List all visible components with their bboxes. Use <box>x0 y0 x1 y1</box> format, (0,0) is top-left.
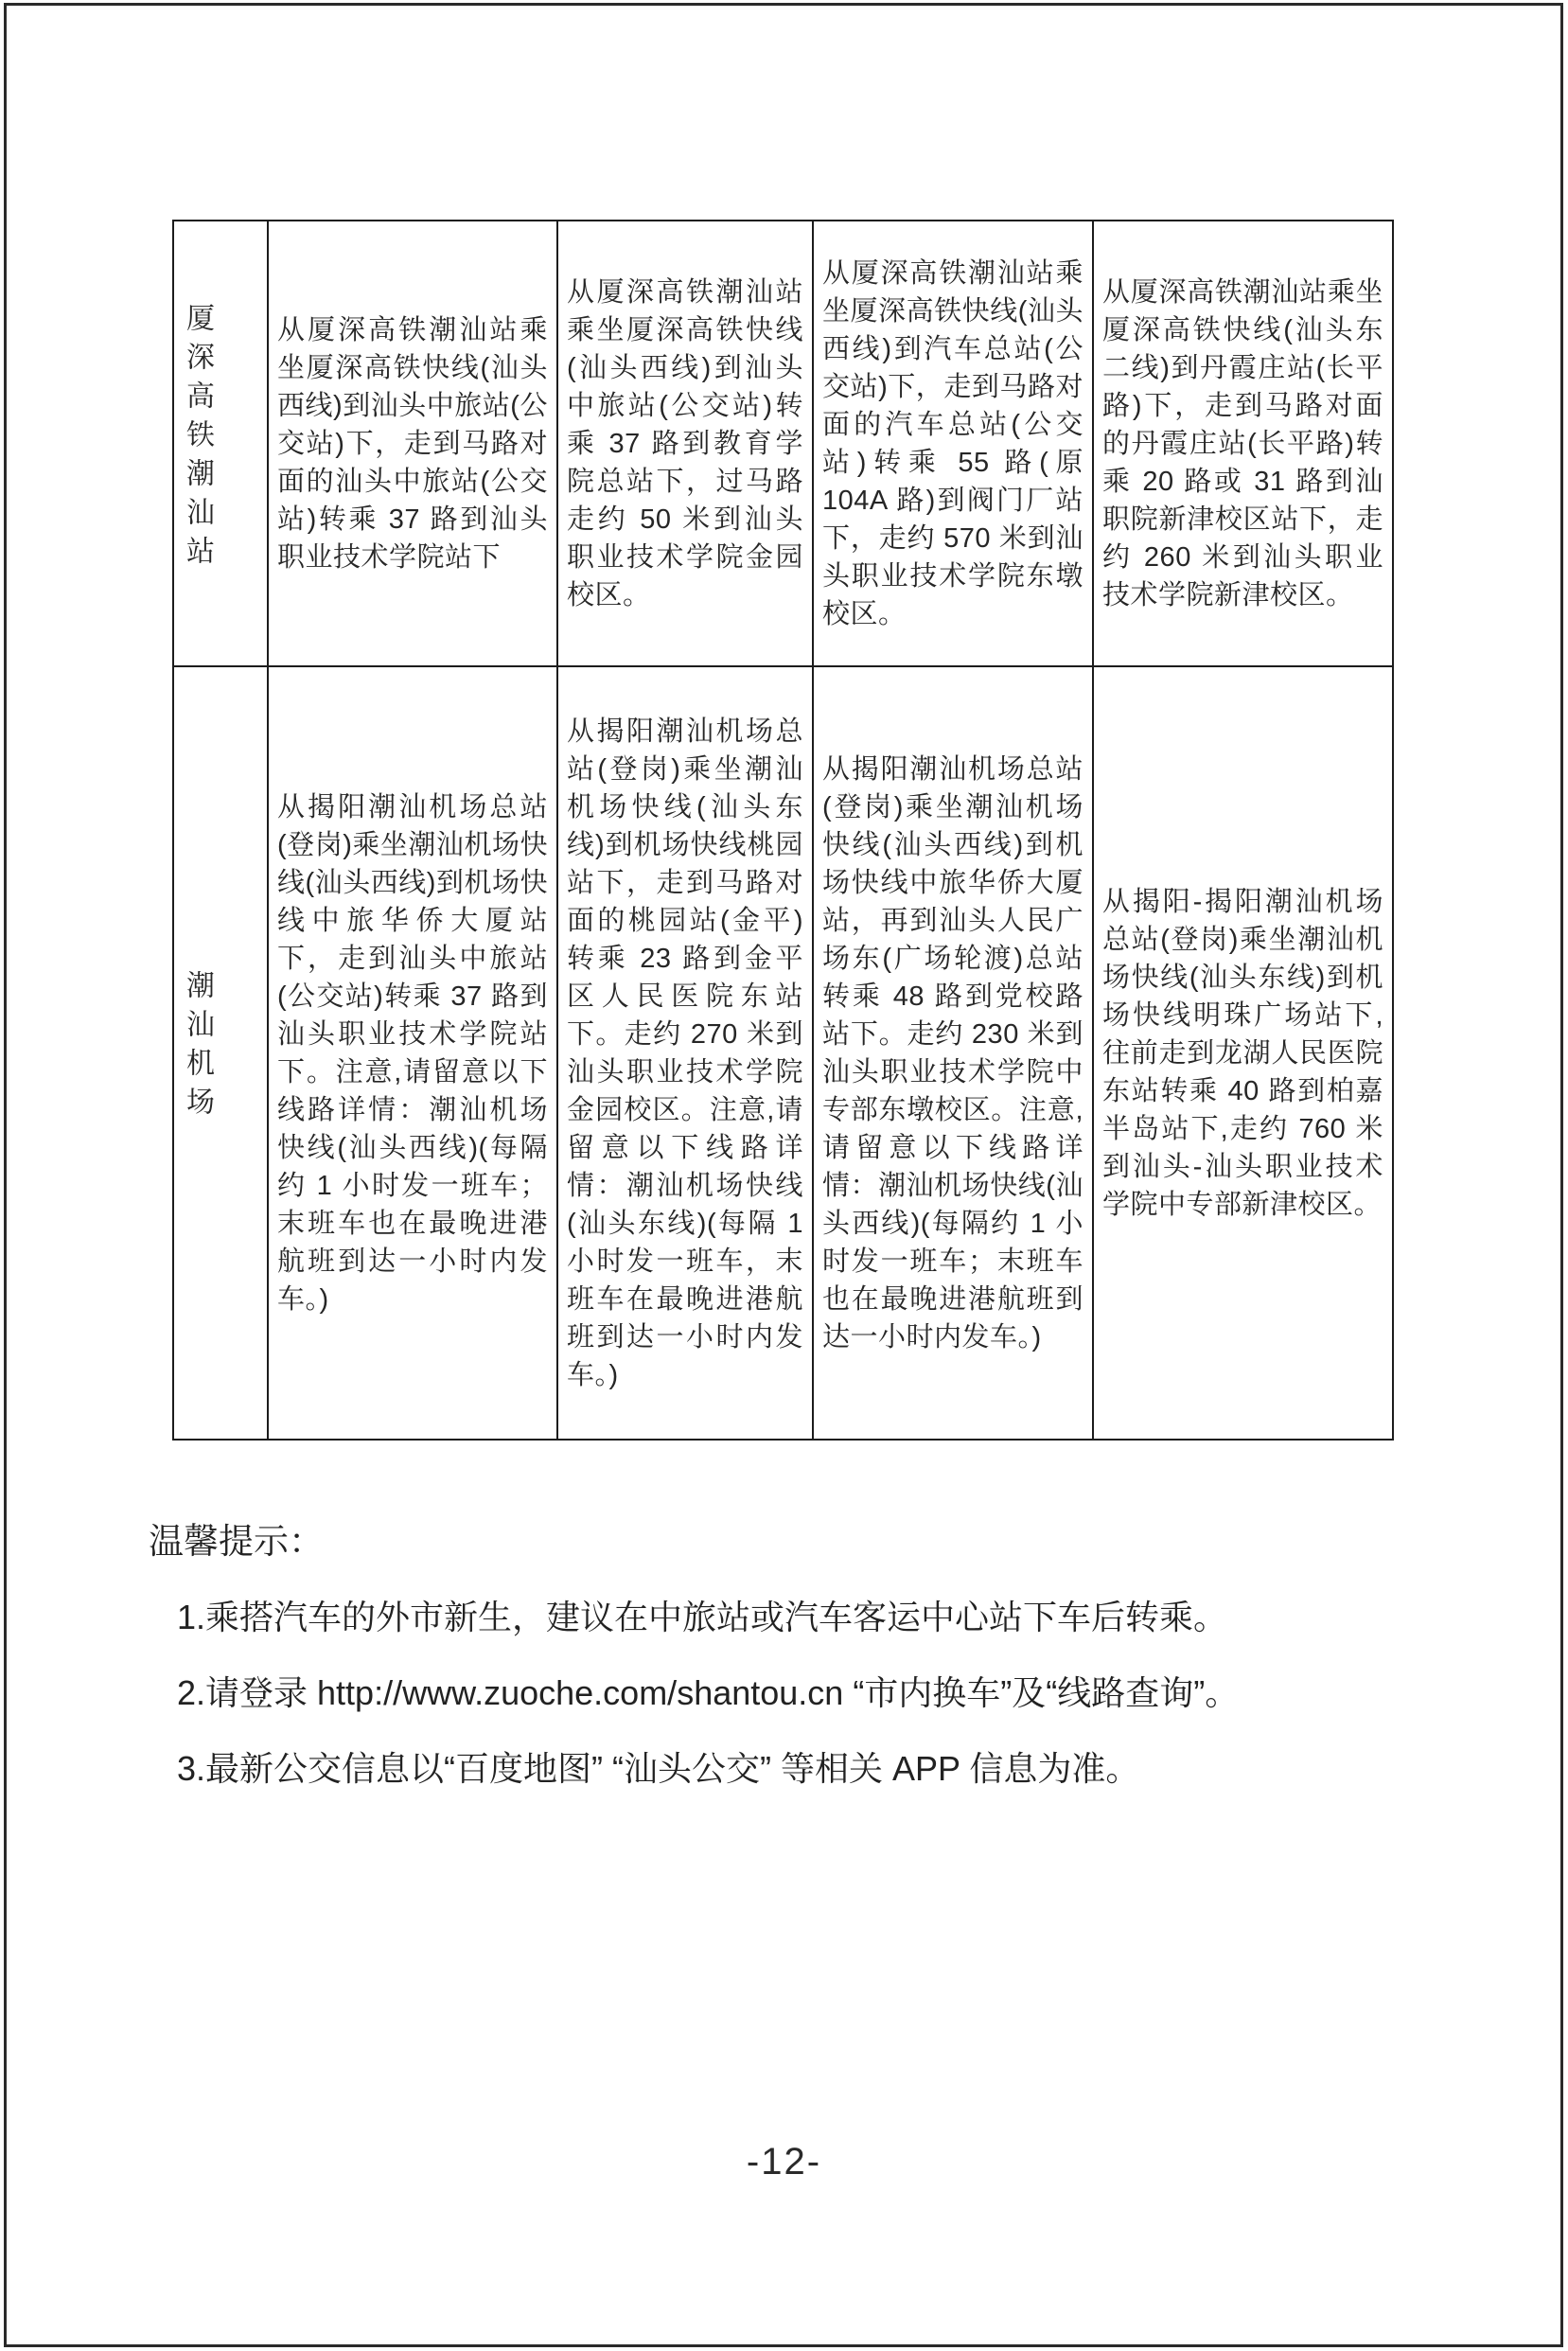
route-cell: 从揭阳-揭阳潮汕机场总站(登岗)乘坐潮汕机场快线(汕头东线)到机场快线明珠广场站下,往前走到龙湖人民医院东站转乘 40 路到柏嘉半岛站下,走约 760 米到汕头-汕头职业技术学院中专部新津校区。 <box>1093 666 1393 1440</box>
tip-item: 1.乘搭汽车的外市新生，建议在中旅站或汽车客运中心站下车后转乘。 <box>177 1598 1228 1636</box>
route-cell: 从厦深高铁潮汕站乘坐厦深高铁快线(汕头西线)到汕头中旅站(公交站)转乘 37 路到教育学院总站下，过马路走约 50 米到汕头职业技术学院金园校区。 <box>557 221 813 666</box>
row-header-label: 厦深高铁潮汕站 <box>182 302 213 574</box>
route-cell: 从厦深高铁潮汕站乘坐厦深高铁快线(汕头西线)到汽车总站(公交站)下，走到马路对面的汽车总站(公交站)转乘 55 路(原 104A 路)到阀门厂站下，走约 570 米到汕头职业技术学院东墩校区。 <box>813 221 1093 666</box>
row-header-label: 潮汕机场 <box>182 970 213 1125</box>
tip-item: 2.请登录 http://www.zuoche.com/shantou.cn “市内换车”及“线路查询”。 <box>177 1673 1240 1712</box>
route-cell: 从厦深高铁潮汕站乘坐厦深高铁快线(汕头西线)到汕头中旅站(公交站)下，走到马路对面的汕头中旅站(公交站)转乘 37 路到汕头职业技术学院站下 <box>268 221 557 666</box>
tip-item: 3.最新公交信息以“百度地图” “汕头公交” 等相关 APP 信息为准。 <box>177 1749 1140 1788</box>
row-header-chaoshan-airport <box>173 666 268 1440</box>
table-row-highspeed-rail <box>173 221 1393 666</box>
route-cell: 从揭阳潮汕机场总站(登岗)乘坐潮汕机场快线(汕头西线)到机场快线中旅华侨大厦站下，走到汕头中旅站(公交站)转乘 37 路到汕头职业技术学院站下。注意,请留意以下线路详情：潮汕机场快线(汕头西线)(每隔约 1 小时发一班车；末班车也在最晚进港航班到达一小时内发车。) <box>268 666 557 1440</box>
tips-section <box>149 1520 1511 1791</box>
route-cell: 从厦深高铁潮汕站乘坐厦深高铁快线(汕头东二线)到丹霞庄站(长平路)下，走到马路对面的丹霞庄站(长平路)转乘 20 路或 31 路到汕职院新津校区站下，走约 260 米到汕头职业技术学院新津校区。 <box>1093 221 1393 666</box>
tips-title: 温馨提示： <box>149 1522 324 1561</box>
row-header-chaoshan-station <box>173 221 268 666</box>
transport-directions-table <box>172 220 1394 1441</box>
route-cell: 从揭阳潮汕机场总站(登岗)乘坐潮汕机场快线(汕头东线)到机场快线桃园站下，走到马路对面的桃园站(金平)转乘 23 路到金平区人民医院东站下。走约 270 米到汕头职业技术学院金园校区。注意,请留意以下线路详情：潮汕机场快线(汕头东线)(每隔 1 小时发一班车，末班车在最晚进港航班到达一小时内发车。) <box>557 666 813 1440</box>
route-cell: 从揭阳潮汕机场总站(登岗)乘坐潮汕机场快线(汕头西线)到机场快线中旅华侨大厦站，再到汕头人民广场东(广场轮渡)总站转乘 48 路到党校路站下。走约 230 米到汕头职业技术学院中专部东墩校区。注意,请留意以下线路详情：潮汕机场快线(汕头西线)(每隔约 1 小时发一班车；末班车也在最晚进港航班到达一小时内发车。) <box>813 666 1093 1440</box>
page-number: -12- <box>746 2141 822 2183</box>
table-row-airport <box>173 666 1393 1440</box>
